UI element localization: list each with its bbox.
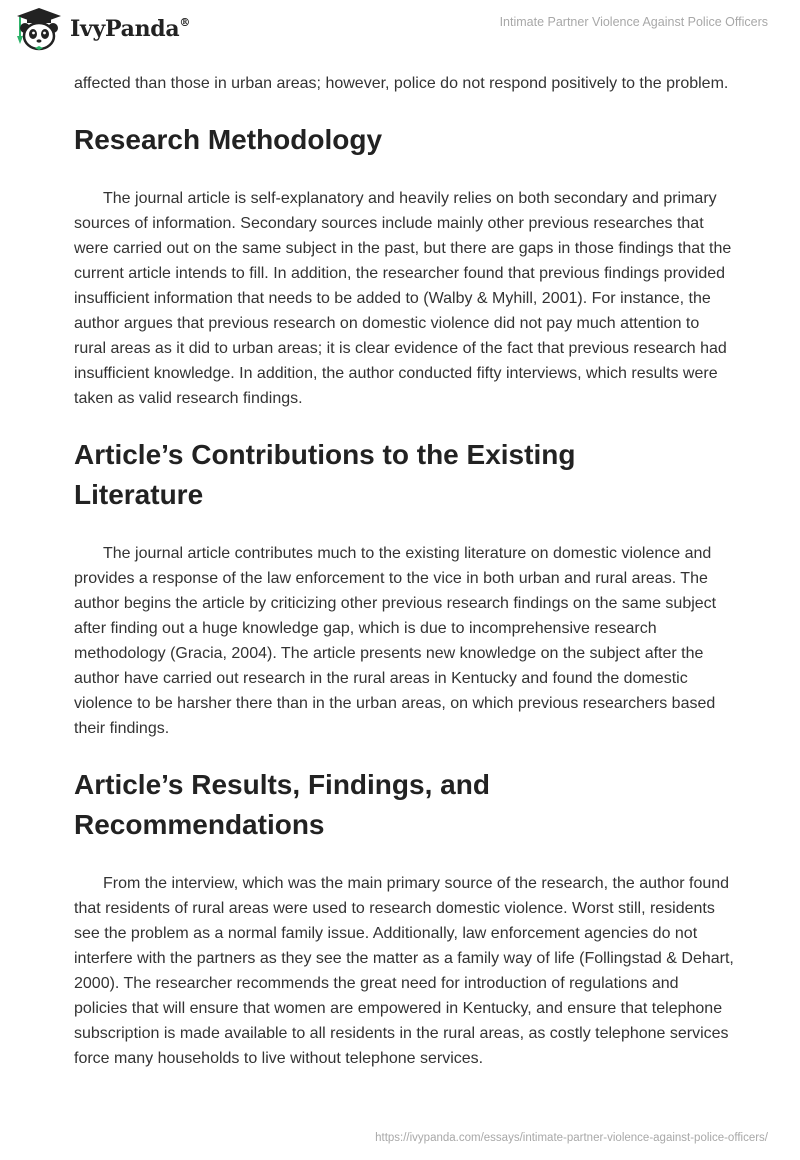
paragraph-contributions: The journal article contributes much to the existing literature on domestic violence and provides a response of the law enforcement to the vice in both urban and rural areas. The author begins the article by criticizing other previous research findings on the same subject after finding out a huge knowledge gap, which is due to incomprehensive research methodology (Gracia, 2004). The article presents new knowledge on the subject after the author have carried out research in the rural areas in Kentucky and found the domestic violence to be harsher there than in the urban areas, on which previous researchers based their findings. xyxy=(74,545,717,737)
page-header xyxy=(0,0,800,60)
ivypanda-logo[interactable] xyxy=(14,6,190,52)
running-title: Intimate Partner Violence Against Police Officers xyxy=(499,15,768,29)
intro-paragraph: affected than those in urban areas; however, police do not respond positively to the problem. xyxy=(74,75,729,92)
section-heading-contributions: Article’s Contributions to the Existing Literature xyxy=(74,439,576,510)
source-url-link[interactable]: https://ivypanda.com/essays/intimate-partner-violence-against-police-officers/ xyxy=(375,1132,768,1144)
section-heading-results: Article’s Results, Findings, and Recommendations xyxy=(74,769,490,840)
paragraph-results: From the interview, which was the main primary source of the research, the author found that residents of rural areas were used to research domestic violence. Worst still, residents see the problem as a normal family issue. Additionally, law enforcement agencies do not interfere with the partners as they see the matter as a family way of life (Follingstad & Dehart, 2000). The researcher recommends the great need for introduction of regulations and policies that will ensure that women are empowered in Kentucky, and ensure that telephone subscription is made available to all residents in the rural areas, as costly telephone services force many households to live without telephone services. xyxy=(74,875,734,1067)
paragraph-research-methodology: The journal article is self-explanatory and heavily relies on both secondary and primary sources of information. Secondary sources include mainly other previous researches that were carried out on the same subject in the past, but there are gaps in those findings that the current article intends to fill. In addition, the researcher found that previous findings provided insufficient information that needs to be added to (Walby & Myhill, 2001). For instance, the author argues that previous research on domestic violence did not pay much attention to rural areas as it did to urban areas; it is clear evidence of the fact that previous research had insufficient knowledge. In addition, the author conducted fifty interviews, which results were taken as valid research findings. xyxy=(74,190,732,407)
section-heading-research-methodology: Research Methodology xyxy=(74,124,383,155)
panda-graduation-cap-icon xyxy=(14,6,64,52)
essay-body xyxy=(74,71,734,1071)
brand-name: IvyPanda® xyxy=(70,15,191,42)
